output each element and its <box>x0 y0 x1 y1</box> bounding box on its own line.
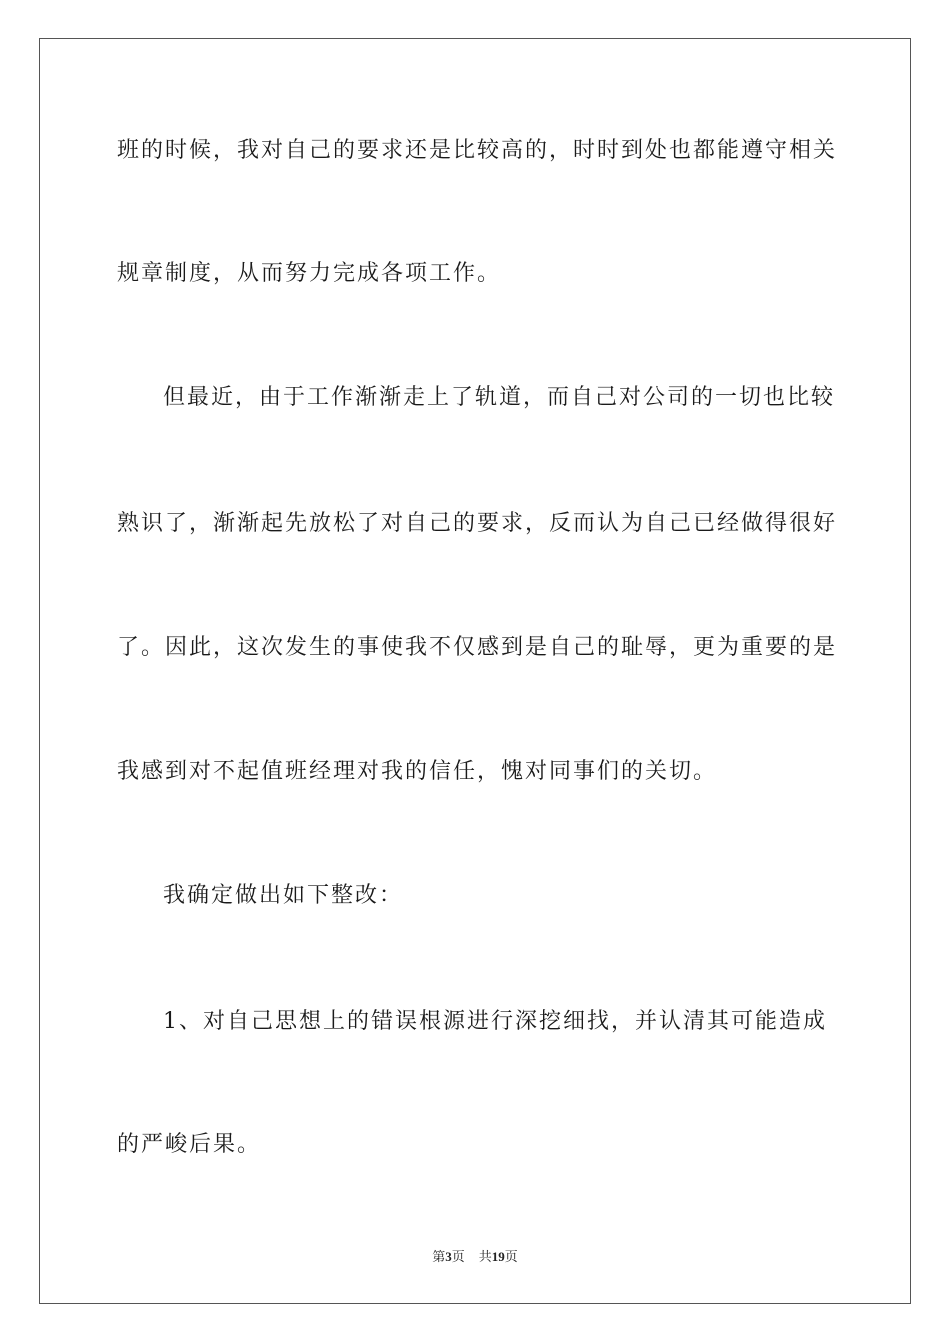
paragraph-line-2: 规章制度，从而努力完成各项工作。 <box>117 261 502 286</box>
total-suffix: 页 <box>504 1249 518 1264</box>
total-pages: 19 <box>491 1249 505 1264</box>
paragraph-line-7: 我确定做出如下整改： <box>163 883 404 908</box>
page-footer <box>0 1246 950 1265</box>
paragraph-line-6: 我感到对不起值班经理对我的信任，愧对同事们的关切。 <box>117 759 718 784</box>
paragraph-line-3: 但最近，由于工作渐渐走上了轨道，而自己对公司的一切也比较 <box>163 385 836 410</box>
paragraph-line-5: 了。因此，这次发生的事使我不仅感到是自己的耻辱，更为重要的是 <box>117 635 838 660</box>
page-border <box>39 38 911 1304</box>
paragraph-line-8: 1、对自己思想上的错误根源进行深挖细找，并认清其可能造成 <box>163 1009 827 1034</box>
page-prefix: 第 <box>432 1249 446 1264</box>
total-prefix: 共 <box>478 1249 492 1264</box>
paragraph-line-4: 熟识了，渐渐起先放松了对自己的要求，反而认为自己已经做得很好 <box>117 511 838 536</box>
paragraph-line-1: 班的时候，我对自己的要求还是比较高的，时时到处也都能遵守相关 <box>117 138 838 163</box>
page-suffix: 页 <box>451 1249 465 1264</box>
page-number: 3 <box>445 1249 452 1264</box>
paragraph-line-9: 的严峻后果。 <box>117 1132 262 1157</box>
